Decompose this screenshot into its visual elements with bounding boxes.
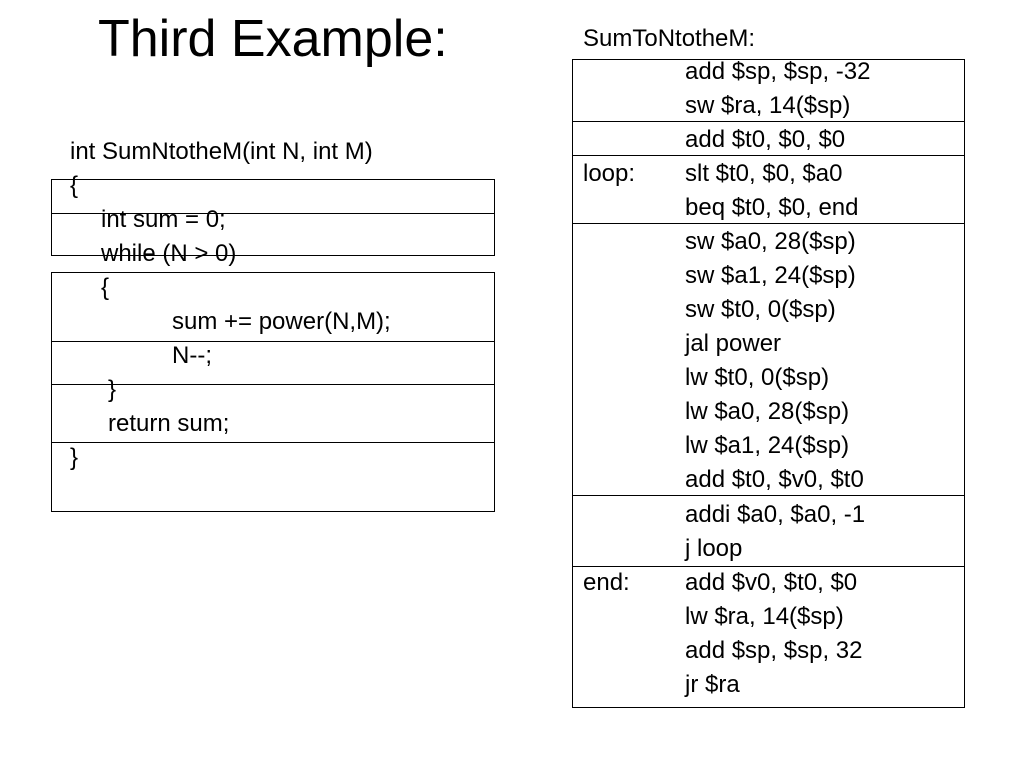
asm-line: sw $a0, 28($sp) xyxy=(685,228,856,255)
c-code-line: N--; xyxy=(172,342,212,369)
c-block-divider xyxy=(51,341,495,342)
asm-line: sw $ra, 14($sp) xyxy=(685,92,851,119)
asm-line: sw $t0, 0($sp) xyxy=(685,296,836,323)
asm-label-end: end: xyxy=(583,569,630,596)
asm-line: lw $a1, 24($sp) xyxy=(685,432,850,459)
asm-label-loop: loop: xyxy=(583,160,636,187)
c-block-divider xyxy=(51,442,495,443)
asm-line: beq $t0, $0, end xyxy=(685,194,859,221)
asm-function-label: SumToNtotheM: xyxy=(583,25,756,52)
c-code-line: sum += power(N,M); xyxy=(172,308,391,335)
asm-line: add $sp, $sp, 32 xyxy=(685,637,863,664)
c-code-line: int sum = 0; xyxy=(101,206,226,233)
c-code-line: return sum; xyxy=(108,410,230,437)
asm-line: lw $ra, 14($sp) xyxy=(685,603,844,630)
asm-line: add $v0, $t0, $0 xyxy=(685,569,858,596)
asm-line: lw $t0, 0($sp) xyxy=(685,364,830,391)
asm-line: slt $t0, $0, $a0 xyxy=(685,160,843,187)
slide-title: Third Example: xyxy=(98,10,448,68)
c-code-line: { xyxy=(70,172,79,199)
asm-line: add $t0, $v0, $t0 xyxy=(685,466,864,493)
asm-line: sw $a1, 24($sp) xyxy=(685,262,856,289)
c-code-line: } xyxy=(70,444,79,471)
asm-line: lw $a0, 28($sp) xyxy=(685,398,850,425)
asm-line: j loop xyxy=(685,535,743,562)
asm-line: add $t0, $0, $0 xyxy=(685,126,846,153)
c-code-line: { xyxy=(101,274,110,301)
c-block-divider xyxy=(51,384,495,385)
asm-line: jal power xyxy=(685,330,782,357)
asm-line: add $sp, $sp, -32 xyxy=(685,58,871,85)
asm-line: addi $a0, $a0, -1 xyxy=(685,501,866,528)
asm-line: jr $ra xyxy=(685,671,740,698)
c-code-line: int SumNtotheM(int N, int M) xyxy=(70,138,373,165)
c-code-line: while (N > 0) xyxy=(101,240,237,267)
c-code-line: } xyxy=(108,376,117,403)
